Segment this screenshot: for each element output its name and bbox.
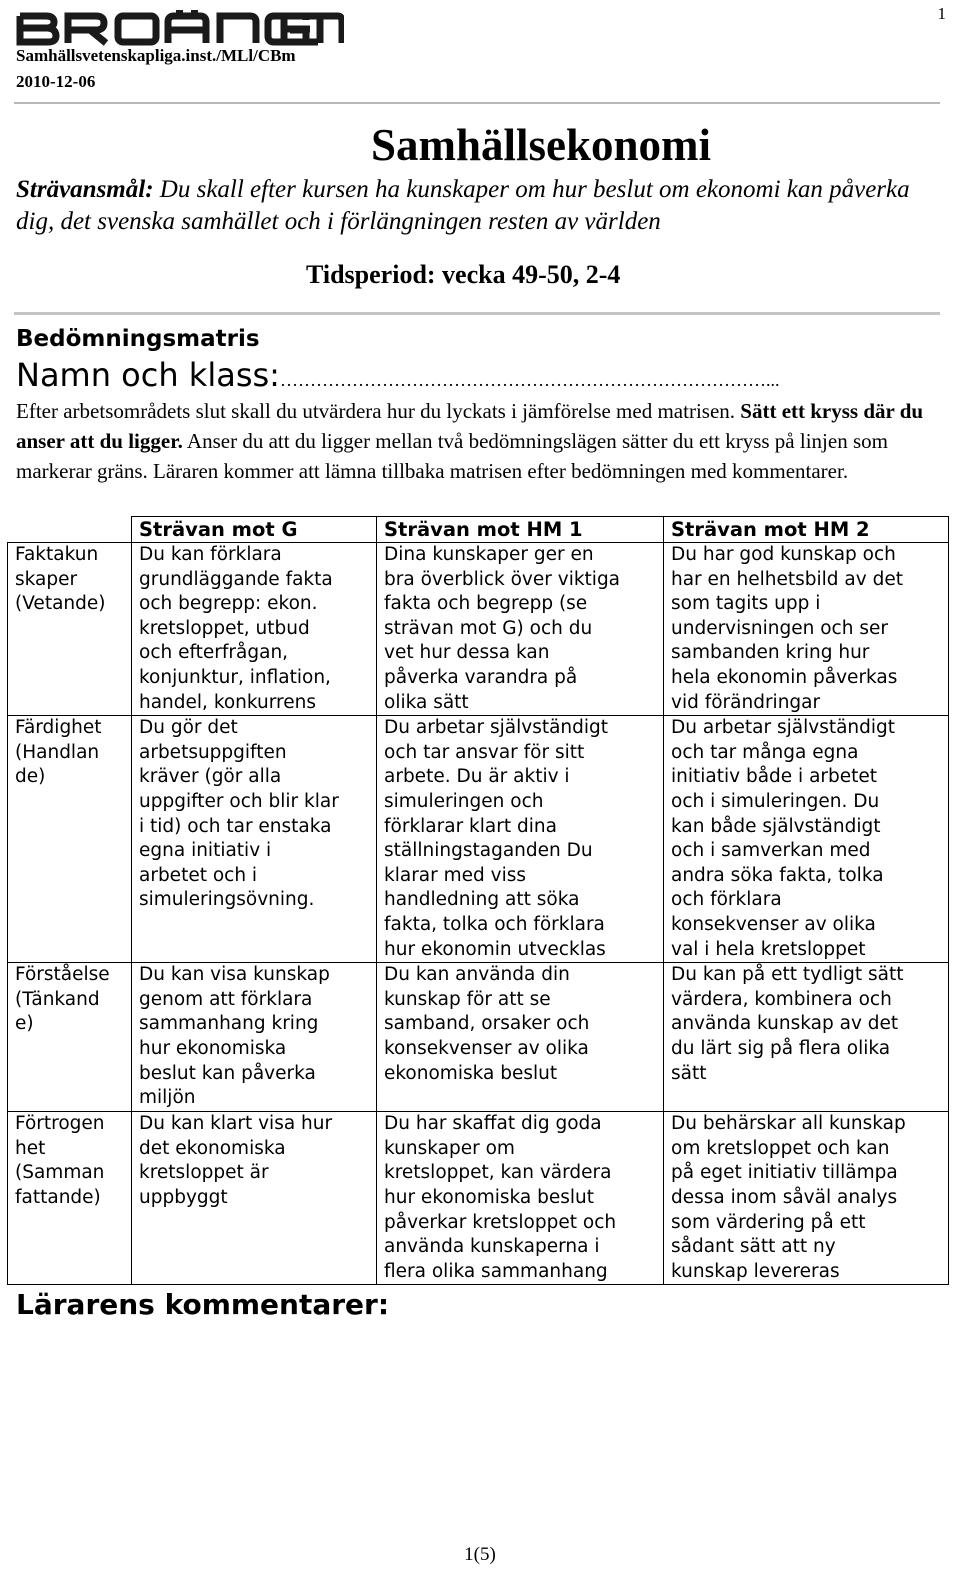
matrix-cell[interactable]: Du kan använda din kunskap för att se samband, orsaker och konsekvenser av olika ekonomiska beslut [377, 963, 664, 1112]
footer-page-number: 1(5) [464, 1544, 496, 1565]
matrix-heading: Bedömningsmatris [16, 326, 260, 352]
goal-text: Du skall efter kursen ha kunskaper om hur beslut om ekonomi kan påverka dig, det svenska samhället och i förlängningen resten av världen [16, 176, 910, 235]
time-period: Tidsperiod: vecka 49-50, 2-4 [306, 260, 621, 289]
matrix-header-row [8, 517, 949, 543]
section-divider [14, 312, 940, 315]
matrix-cell[interactable]: Du arbetar självständigt och tar ansvar för sitt arbete. Du är aktiv i simuleringen och förklarar klart dina ställningstaganden Du klarar med viss handledning att söka fakta, tolka och förklara hur ekonomin utvecklas [377, 716, 664, 963]
name-class-field[interactable] [16, 356, 779, 394]
column-header-hm2: Strävan mot HM 2 [664, 517, 949, 543]
column-header-hm1: Strävan mot HM 1 [377, 517, 664, 543]
matrix-cell[interactable]: Du har god kunskap och har en helhetsbild av det som tagits upp i undervisningen och ser sambanden kring hur hela ekonomin påverkas vid förändringar [664, 543, 949, 716]
matrix-cell[interactable]: Du kan klart visa hur det ekonomiska kretsloppet är uppbyggt [132, 1112, 377, 1285]
broangen-logo-graphic [16, 10, 344, 46]
column-header-g: Strävan mot G [132, 517, 377, 543]
header-divider [14, 102, 940, 104]
page-number-top: 1 [937, 4, 946, 23]
row-label: Förtrogen het (Samman fattande) [8, 1112, 132, 1285]
matrix-cell[interactable]: Dina kunskaper ger en bra överblick över viktiga fakta och begrepp (se strävan mot G) och du vet hur dessa kan påverka varandra på olika sätt [377, 543, 664, 716]
matrix-row-fardighet [8, 716, 949, 963]
matrix-cell[interactable]: Du gör det arbetsuppgiften kräver (gör alla uppgifter och blir klar i tid) och tar enstaka egna initiativ i arbetet och i simuleringsövning. [132, 716, 377, 963]
matrix-corner-cell [8, 517, 132, 543]
page-title: Samhällsekonomi [370, 120, 712, 170]
name-class-blank: ………………………………………………………………………... [279, 370, 780, 390]
department-line: Samhällsvetenskapliga.inst./MLl/CBm [16, 46, 296, 65]
broangen-logo [16, 10, 344, 46]
goal-statement [16, 174, 946, 238]
row-label: Faktakun skaper (Vetande) [8, 543, 132, 716]
assessment-matrix [7, 516, 949, 1285]
matrix-row-faktakunskaper [8, 543, 949, 716]
row-label: Färdighet (Handlan de) [8, 716, 132, 963]
matrix-cell[interactable]: Du kan förklara grundläggande fakta och begrepp: ekon. kretsloppet, utbud och efterfrågan, konjunktur, inflation, handel, konkurrens [132, 543, 377, 716]
matrix-row-fortrogenhet [8, 1112, 949, 1285]
instructions [16, 396, 946, 486]
matrix-cell[interactable]: Du arbetar självständigt och tar många egna initiativ både i arbetet och i simuleringen. Du kan både självständigt och i samverkan med andra söka fakta, tolka och förklara konsekvenser av olika val i hela kretsloppet [664, 716, 949, 963]
goal-label: Strävansmål: [16, 176, 154, 203]
instructions-line1: Efter arbetsområdets slut skall du utvärdera hur du lyckats i jämförelse med matrisen. [16, 399, 741, 423]
instructions-rest: Anser du att du ligger mellan två bedömningslägen sätter du ett kryss på linjen som markerar gräns. Läraren kommer att lämna tillbaka matrisen efter bedömningen med kommentarer. [16, 429, 888, 483]
row-label: Förståelse (Tänkand e) [8, 963, 132, 1112]
matrix-row-forstaelse [8, 963, 949, 1112]
teacher-comments-heading: Lärarens kommentarer: [16, 1288, 390, 1321]
matrix-cell[interactable]: Du kan visa kunskap genom att förklara sammanhang kring hur ekonomiska beslut kan påverka miljön [132, 963, 377, 1112]
instructions-bold: Sätt ett kryss där du anser att du ligger. [16, 399, 924, 453]
document-date: 2010-12-06 [16, 72, 96, 91]
name-class-label: Namn och klass: [16, 356, 280, 394]
matrix-cell[interactable]: Du har skaffat dig goda kunskaper om kretsloppet, kan värdera hur ekonomiska beslut påverkar kretsloppet och använda kunskaperna i flera olika sammanhang [377, 1112, 664, 1285]
matrix-cell[interactable]: Du behärskar all kunskap om kretsloppet och kan på eget initiativ tillämpa dessa inom såväl analys som värdering på ett sådant sätt att ny kunskap levereras [664, 1112, 949, 1285]
matrix-cell[interactable]: Du kan på ett tydligt sätt värdera, kombinera och använda kunskap av det du lärt sig på flera olika sätt [664, 963, 949, 1112]
